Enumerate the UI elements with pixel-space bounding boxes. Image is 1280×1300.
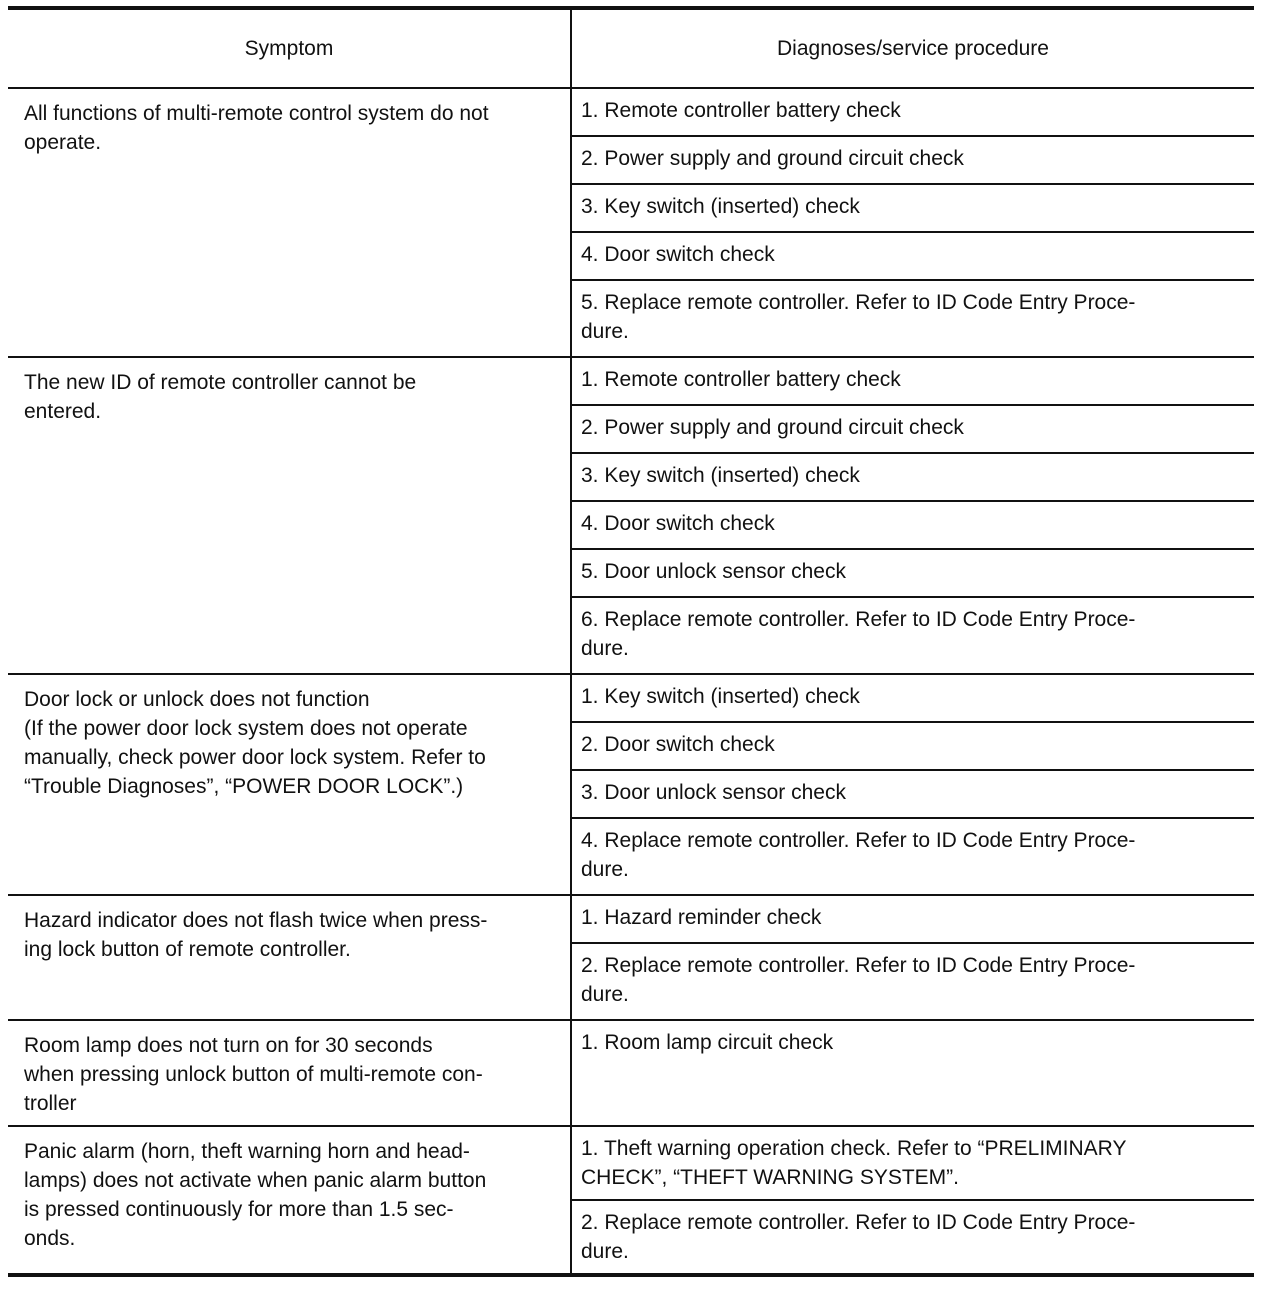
diagnosis-step-text-line: 3. Key switch (inserted) check — [581, 464, 860, 487]
diagnosis-step-text-line: 2. Replace remote controller. Refer to ID Code Entry Proce- — [581, 954, 1136, 977]
header-row — [8, 10, 1254, 88]
diagnosis-step-cell — [571, 280, 1254, 357]
diagnosis-step-cell — [571, 770, 1254, 818]
diagnosis-step-cell — [571, 674, 1254, 722]
symptom-cell — [8, 895, 571, 1020]
diagnosis-step-text-line: dure. — [581, 637, 629, 660]
symptom-text-line: The new ID of remote controller cannot be — [24, 371, 417, 394]
diagnosis-step-text-line: CHECK”, “THEFT WARNING SYSTEM”. — [581, 1166, 959, 1189]
symptom-text-line: Panic alarm (horn, theft warning horn and head- — [24, 1140, 470, 1163]
symptom-text-line: “Trouble Diagnoses”, “POWER DOOR LOCK”.) — [24, 775, 464, 798]
symptom-diagnosis-table — [8, 10, 1254, 1273]
symptom-text-line: when pressing unlock button of multi-remote con- — [24, 1063, 483, 1086]
symptom-text-line: is pressed continuously for more than 1.5 sec- — [24, 1198, 454, 1221]
diagnosis-table-sheet — [8, 6, 1254, 1277]
diagnosis-step-text-line: 2. Door switch check — [581, 733, 775, 756]
diagnosis-step-cell — [571, 405, 1254, 453]
table-row — [8, 1126, 1254, 1200]
table-row — [8, 895, 1254, 943]
symptom-cell — [8, 1020, 571, 1126]
diagnosis-step-text-line: dure. — [581, 1240, 629, 1263]
diagnosis-step-text-line: 1. Theft warning operation check. Refer to “PRELIMINARY — [581, 1137, 1127, 1160]
symptom-text-line: lamps) does not activate when panic alarm button — [24, 1169, 487, 1192]
diagnosis-step-text-line: 1. Hazard reminder check — [581, 906, 822, 929]
diagnosis-step-cell — [571, 453, 1254, 501]
symptom-text-line: entered. — [24, 400, 102, 423]
symptom-text-line: Hazard indicator does not flash twice when press- — [24, 909, 488, 932]
diagnosis-step-cell — [571, 895, 1254, 943]
diagnosis-step-text-line: 1. Room lamp circuit check — [581, 1031, 834, 1054]
symptom-text-line: troller — [24, 1092, 77, 1115]
symptom-cell — [8, 357, 571, 674]
diagnosis-step-text-line: 1. Remote controller battery check — [581, 99, 901, 122]
diagnosis-step-text-line: 3. Key switch (inserted) check — [581, 195, 860, 218]
diagnosis-step-text-line: 4. Replace remote controller. Refer to ID Code Entry Proce- — [581, 829, 1136, 852]
symptom-text-line: All functions of multi-remote control system do not — [24, 102, 489, 125]
diagnosis-step-text-line: dure. — [581, 983, 629, 1006]
diagnosis-step-text-line: dure. — [581, 320, 629, 343]
diagnosis-step-text-line: dure. — [581, 858, 629, 881]
symptom-text-line: onds. — [24, 1227, 76, 1250]
diagnosis-step-text-line: 2. Power supply and ground circuit check — [581, 416, 964, 439]
symptom-text-line: manually, check power door lock system. Refer to — [24, 746, 486, 769]
table-row — [8, 674, 1254, 722]
symptom-text-line: (If the power door lock system does not operate — [24, 717, 468, 740]
diagnosis-step-cell — [571, 232, 1254, 280]
symptom-text-line: Room lamp does not turn on for 30 seconds — [24, 1034, 433, 1057]
diagnosis-step-cell — [571, 943, 1254, 1020]
table-body — [8, 88, 1254, 1273]
diagnosis-step-text-line: 5. Replace remote controller. Refer to ID Code Entry Proce- — [581, 291, 1136, 314]
diagnosis-step-text-line: 6. Replace remote controller. Refer to ID Code Entry Proce- — [581, 608, 1136, 631]
diagnosis-step-text-line: 1. Key switch (inserted) check — [581, 685, 860, 708]
table-row — [8, 1020, 1254, 1126]
diagnosis-step-cell — [571, 597, 1254, 674]
diagnosis-step-cell — [571, 818, 1254, 895]
diagnosis-step-text-line: 2. Replace remote controller. Refer to ID Code Entry Proce- — [581, 1211, 1136, 1234]
symptom-cell — [8, 1126, 571, 1273]
symptom-text-line: operate. — [24, 131, 102, 154]
diagnosis-step-text-line: 5. Door unlock sensor check — [581, 560, 846, 583]
diagnosis-step-cell — [571, 184, 1254, 232]
diagnosis-step-cell — [571, 722, 1254, 770]
diagnosis-step-text-line: 4. Door switch check — [581, 243, 775, 266]
header-symptom: Symptom — [8, 10, 571, 88]
diagnosis-step-cell — [571, 1200, 1254, 1273]
header-diagnoses: Diagnoses/service procedure — [571, 10, 1254, 88]
diagnosis-step-cell — [571, 357, 1254, 405]
diagnosis-step-cell — [571, 88, 1254, 136]
diagnosis-step-cell — [571, 1020, 1254, 1126]
diagnosis-step-cell — [571, 501, 1254, 549]
diagnosis-step-text-line: 1. Remote controller battery check — [581, 368, 901, 391]
diagnosis-step-text-line: 4. Door switch check — [581, 512, 775, 535]
symptom-text-line: ing lock button of remote controller. — [24, 938, 351, 961]
diagnosis-step-cell — [571, 1126, 1254, 1200]
diagnosis-step-cell — [571, 136, 1254, 184]
diagnosis-step-text-line: 2. Power supply and ground circuit check — [581, 147, 964, 170]
symptom-cell — [8, 88, 571, 357]
diagnosis-step-text-line: 3. Door unlock sensor check — [581, 781, 846, 804]
diagnosis-step-cell — [571, 549, 1254, 597]
symptom-text-line: Door lock or unlock does not function — [24, 688, 370, 711]
table-row — [8, 88, 1254, 136]
symptom-cell — [8, 674, 571, 895]
table-row — [8, 357, 1254, 405]
